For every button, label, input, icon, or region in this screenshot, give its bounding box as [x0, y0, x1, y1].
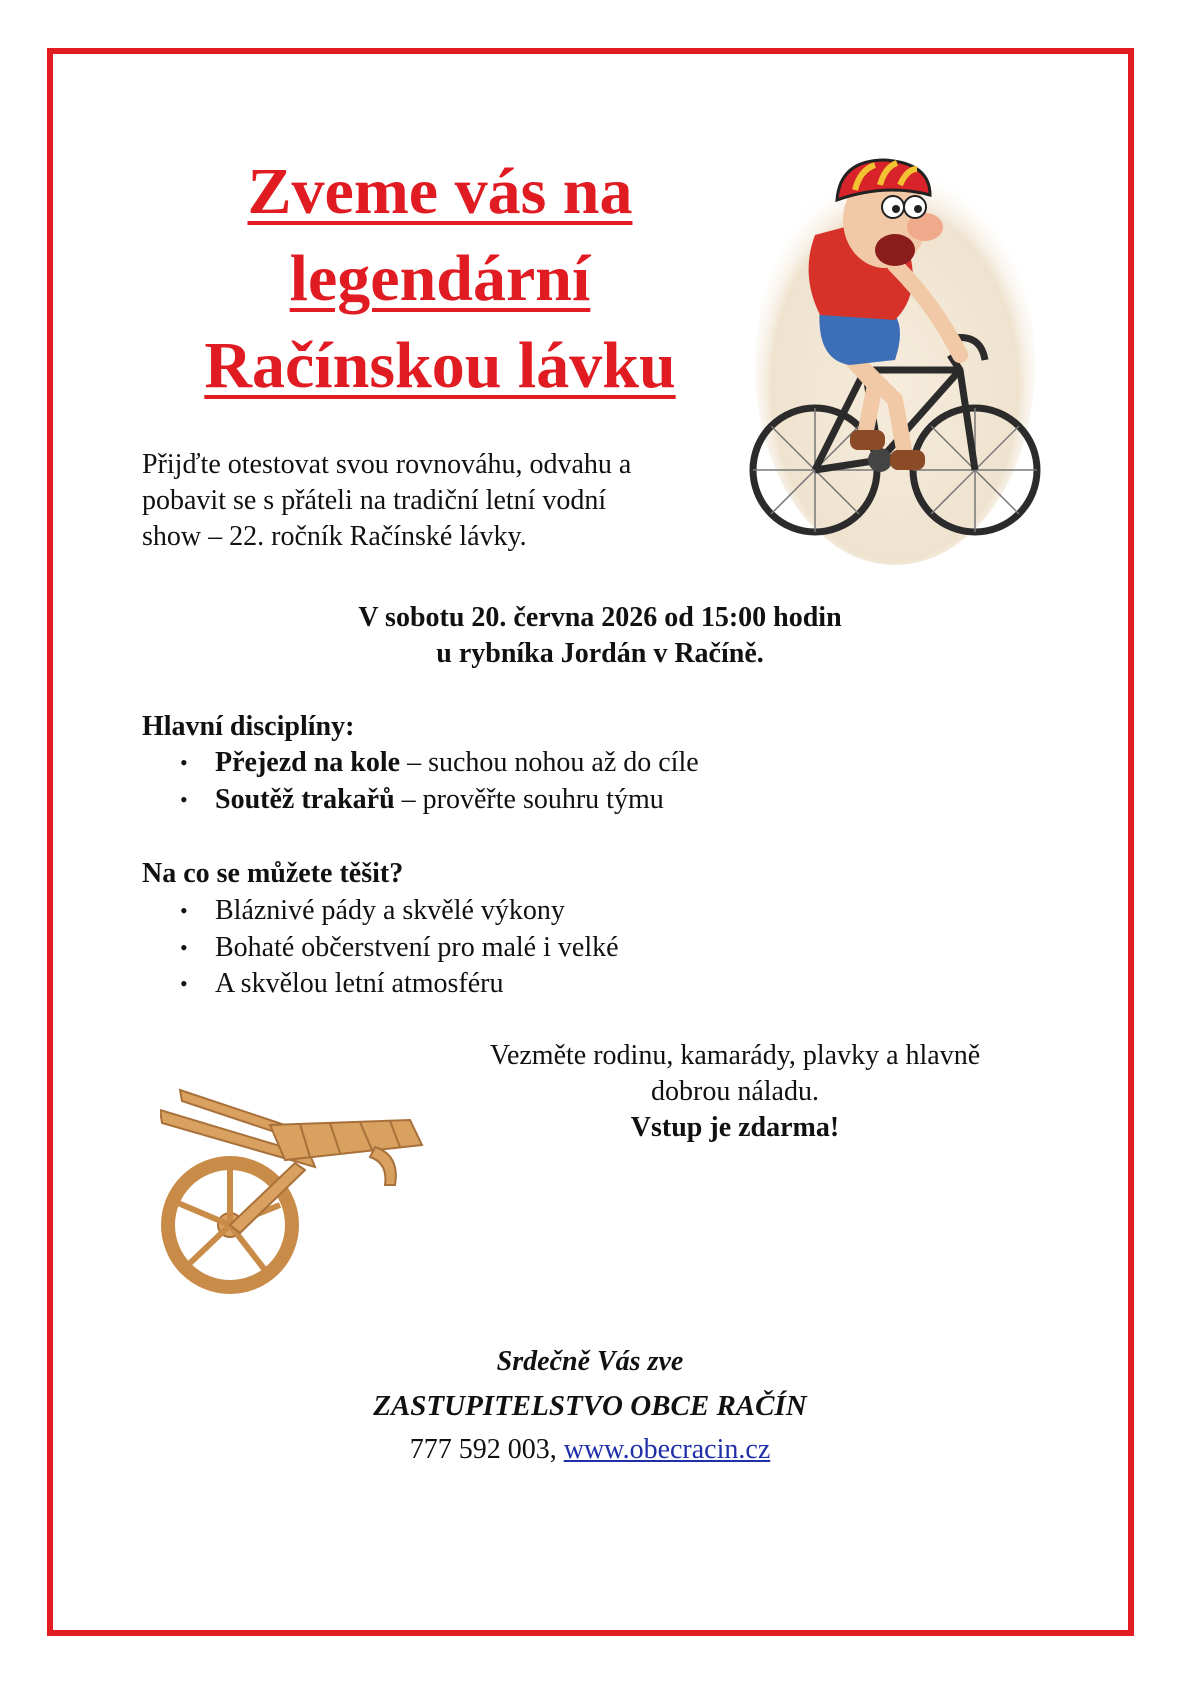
discipline-desc: – suchou nohou až do cíle: [400, 747, 699, 778]
discipline-name: Soutěž trakařů: [215, 783, 395, 815]
list-item: • Bláznivé pády a skvělé výkony: [142, 893, 619, 930]
intro-line-2: pobavit se s přáteli na tradiční letní vodní: [142, 485, 607, 516]
wheelbarrow-illustration: [160, 1085, 440, 1300]
poster-title: [160, 148, 720, 409]
discipline-name: Přejezd na kole: [215, 747, 401, 778]
invitation-footer: [300, 1340, 880, 1472]
event-date: V sobotu 20. června 2026 od 15:00 hodin: [358, 602, 842, 633]
title-line-2: legendární: [289, 242, 591, 315]
cyclist-illustration: [745, 155, 1045, 575]
closing-line-2: dobrou náladu.: [651, 1076, 819, 1107]
free-entry: Vstup je zdarma!: [630, 1112, 840, 1143]
looking-forward-list: [142, 893, 619, 1003]
closing-text: [440, 1038, 1030, 1146]
title-line-1: Zveme vás na: [247, 155, 633, 228]
event-date-location: [200, 600, 1000, 672]
event-location: u rybníka Jordán v Račíně.: [436, 638, 764, 669]
intro-paragraph: [142, 447, 742, 555]
disciplines-list: [142, 745, 699, 818]
list-item: [142, 745, 699, 782]
looking-forward-heading: Na co se můžete těšit?: [142, 858, 404, 889]
bullet: •: [180, 898, 188, 923]
list-item: [142, 782, 699, 819]
list-item: • Bohaté občerstvení pro malé i velké: [142, 930, 619, 967]
phone-number: 777 592 003,: [409, 1434, 557, 1465]
website-link[interactable]: www.obecracin.cz: [563, 1434, 771, 1465]
intro-line-1: Přijďte otestovat svou rovnováhu, odvahu a: [142, 449, 632, 480]
title-line-3: Račínskou lávku: [204, 329, 676, 402]
greeting: Srdečně Vás zve: [496, 1346, 684, 1377]
closing-line-1: Vezměte rodinu, kamarády, plavky a hlavně: [489, 1040, 981, 1071]
bullet: •: [180, 786, 188, 812]
bullet: •: [180, 971, 188, 996]
contact-line: [300, 1428, 880, 1472]
disciplines-heading: Hlavní disciplíny:: [142, 711, 355, 742]
bullet: •: [180, 750, 188, 775]
intro-line-3: show – 22. ročník Račínské lávky.: [142, 521, 527, 552]
organizer: ZASTUPITELSTVO OBCE RAČÍN: [373, 1390, 807, 1422]
list-item: • A skvělou letní atmosféru: [142, 966, 619, 1003]
bullet: •: [180, 934, 188, 960]
discipline-desc: – prověřte souhru týmu: [394, 783, 664, 815]
